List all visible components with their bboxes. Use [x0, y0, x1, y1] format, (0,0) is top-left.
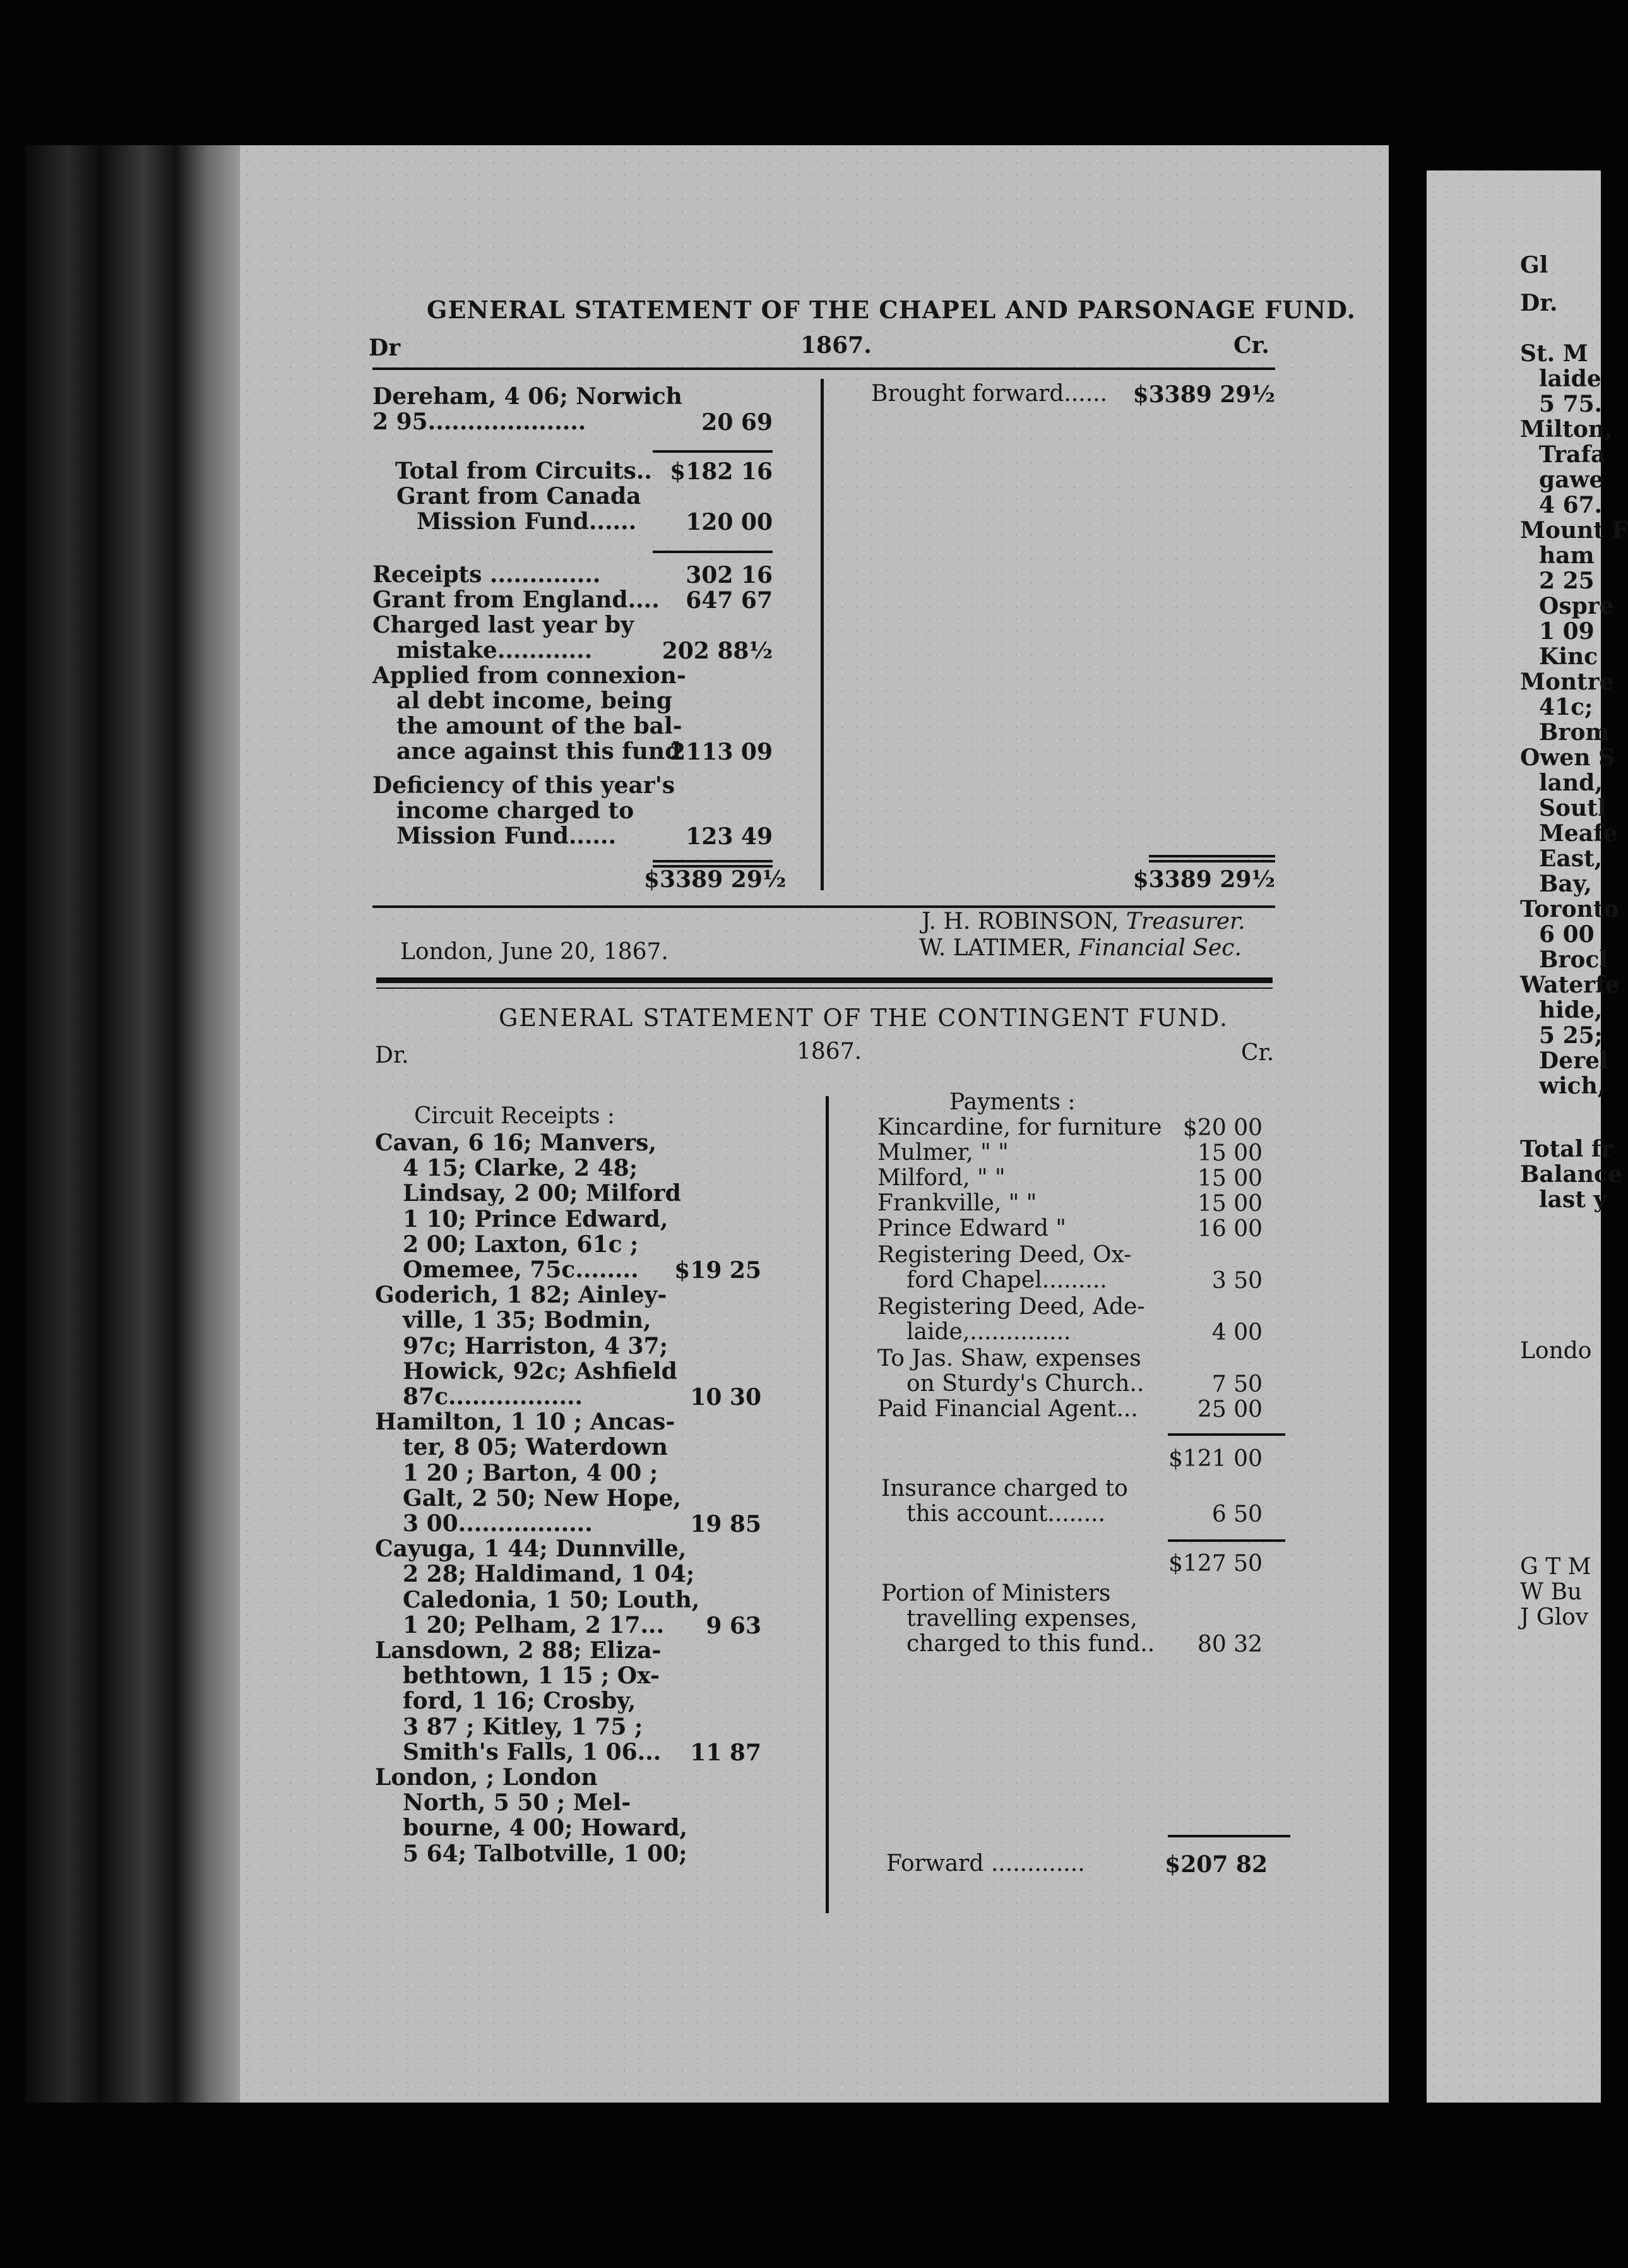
- chapel-brought-forward-amount: $3389 29½: [1132, 381, 1275, 408]
- chapel-debit-amount: 202 88½: [662, 638, 773, 664]
- chapel-debit-line: al debt income, being: [396, 688, 672, 714]
- circuit-receipt-amount: 10 30: [690, 1384, 761, 1411]
- circuit-receipt-line: 2 28; Haldimand, 1 04;: [403, 1561, 695, 1587]
- circuit-receipt-line: bethtown, 1 15 ; Ox-: [403, 1662, 660, 1689]
- chapel-debit-line: Total from Circuits..: [395, 458, 652, 484]
- chapel-debit-line: Applied from connexion-: [372, 662, 686, 689]
- adjacent-page-line: 5 75.: [1539, 391, 1603, 417]
- adjacent-page-line: 6 00: [1539, 921, 1595, 948]
- chapel-debit-line: mistake............: [396, 637, 593, 664]
- chapel-dr: Dr: [369, 335, 401, 361]
- contingent-title: GENERAL STATEMENT OF THE CONTINGENT FUND.: [499, 1004, 1229, 1032]
- adjacent-page-line: W Bu: [1520, 1579, 1583, 1605]
- chapel-cr: Cr.: [1233, 332, 1269, 359]
- chapel-debit-line: Deficiency of this year's: [372, 772, 675, 799]
- chapel-column-divider: [821, 379, 824, 890]
- circuit-receipt-line: 1 10; Prince Edward,: [403, 1206, 668, 1232]
- payments-rule-1: [1168, 1433, 1285, 1436]
- treasurer-title: Treasurer.: [1126, 909, 1245, 934]
- adjacent-page-line: 5 25;: [1539, 1022, 1603, 1049]
- payment-amount: 4 00: [1211, 1320, 1263, 1346]
- chapel-rule-2: [653, 551, 773, 553]
- adjacent-page-line: Brocl: [1539, 946, 1608, 973]
- adjacent-page-line: 4 67.: [1539, 492, 1603, 518]
- circuit-receipt-line: 97c; Harriston, 4 37;: [403, 1333, 668, 1359]
- payments-subtotal-1: $121 00: [1168, 1446, 1263, 1472]
- payment-line: ford Chapel.........: [906, 1267, 1107, 1293]
- chapel-year: 1867.: [800, 332, 872, 359]
- chapel-debit-line: Mission Fund......: [396, 823, 617, 849]
- adjacent-page-line: Owen S: [1520, 744, 1615, 771]
- circuit-receipt-line: 1 20 ; Barton, 4 00 ;: [403, 1460, 658, 1486]
- adjacent-page-line: East,: [1539, 845, 1603, 872]
- circuit-receipt-line: Galt, 2 50; New Hope,: [403, 1485, 681, 1512]
- circuit-receipt-line: 2 00; Laxton, 61c ;: [403, 1231, 639, 1258]
- adjacent-page-line: land,: [1539, 770, 1603, 796]
- chapel-rule-1: [653, 450, 773, 453]
- ministers-line-2: travelling expenses,: [906, 1606, 1138, 1632]
- adjacent-page-line: Montre: [1520, 669, 1614, 695]
- payment-line: laide,..............: [906, 1319, 1071, 1345]
- insurance-line-1: Insurance charged to: [881, 1476, 1128, 1501]
- circuit-receipt-line: bourne, 4 00; Howard,: [403, 1815, 687, 1841]
- circuit-receipt-line: 4 15; Clarke, 2 48;: [403, 1155, 638, 1181]
- circuit-receipt-line: 3 00.................: [403, 1510, 593, 1537]
- chapel-debit-amount: 120 00: [686, 509, 773, 535]
- insurance-line-2: this account........: [906, 1501, 1105, 1527]
- circuit-receipt-line: ter, 8 05; Waterdown: [403, 1434, 668, 1460]
- payments-heading: Payments :: [949, 1089, 1076, 1115]
- adjacent-page-line: Bay,: [1539, 871, 1592, 897]
- insurance-amount: 6 50: [1211, 1501, 1263, 1527]
- circuit-receipt-line: Cayuga, 1 44; Dunnville,: [375, 1536, 687, 1562]
- payment-amount: 15 00: [1197, 1140, 1263, 1166]
- circuit-receipt-line: 3 87 ; Kitley, 1 75 ;: [403, 1714, 643, 1740]
- contingent-dr: Dr.: [375, 1042, 409, 1068]
- circuit-receipt-amount: 11 87: [690, 1740, 761, 1766]
- chapel-debit-line: income charged to: [396, 797, 634, 824]
- adjacent-page-line: 41c;: [1539, 694, 1593, 720]
- adjacent-page-line: Dr.: [1520, 290, 1558, 316]
- adjacent-page-line: 2 25: [1539, 568, 1595, 594]
- adjacent-page-line: Balance: [1520, 1161, 1622, 1188]
- chapel-debit-amount: 647 67: [686, 587, 773, 614]
- circuit-receipt-line: Goderich, 1 82; Ainley-: [375, 1282, 667, 1308]
- adjacent-page-line: last y: [1539, 1186, 1607, 1213]
- secretary-name: W. LATIMER,: [919, 935, 1072, 961]
- payment-line: Registering Deed, Ade-: [877, 1294, 1145, 1320]
- circuit-receipt-amount: 19 85: [690, 1511, 761, 1537]
- circuit-receipt-line: Lansdown, 2 88; Eliza-: [375, 1637, 662, 1664]
- chapel-top-rule: [372, 367, 1275, 370]
- circuit-receipts-heading: Circuit Receipts :: [414, 1103, 615, 1129]
- chapel-left-total: $3389 29½: [644, 866, 787, 893]
- payment-amount: 16 00: [1197, 1216, 1263, 1242]
- payment-line: To Jas. Shaw, expenses: [877, 1346, 1141, 1371]
- chapel-debit-amount: 20 69: [701, 409, 773, 436]
- adjacent-page-line: Gl: [1520, 252, 1548, 278]
- ministers-amount: 80 32: [1197, 1632, 1263, 1657]
- chapel-debit-line: 2 95....................: [372, 409, 586, 435]
- adjacent-page-line: Trafa: [1539, 441, 1606, 468]
- payment-amount: 15 00: [1197, 1166, 1263, 1191]
- circuit-receipt-line: Caledonia, 1 50; Louth,: [403, 1587, 700, 1613]
- circuit-receipt-line: 87c.................: [403, 1383, 583, 1410]
- chapel-debit-amount: $182 16: [670, 458, 773, 485]
- secretary-title: Financial Sec.: [1078, 935, 1242, 961]
- payment-amount: 25 00: [1197, 1397, 1263, 1423]
- adjacent-page-line: Derel: [1539, 1047, 1608, 1074]
- adjacent-page-line: wich,: [1539, 1073, 1606, 1099]
- adjacent-page-line: Waterfe: [1520, 972, 1620, 998]
- circuit-receipt-line: Hamilton, 1 10 ; Ancas-: [375, 1409, 675, 1435]
- payments-rule-2: [1168, 1539, 1285, 1542]
- section-divider-thin: [376, 988, 1273, 989]
- adjacent-page-line: hide,: [1539, 997, 1603, 1024]
- chapel-place-date: London, June 20, 1867.: [400, 939, 668, 965]
- adjacent-page-line: ham: [1539, 542, 1595, 569]
- adjacent-page-line: Mount F: [1520, 517, 1628, 544]
- circuit-receipt-line: 1 20; Pelham, 2 17...: [403, 1612, 665, 1638]
- adjacent-page-line: Londo: [1520, 1338, 1592, 1364]
- chapel-bottom-rule: [372, 905, 1275, 908]
- payments-rule-3: [1168, 1835, 1290, 1837]
- chapel-debit-amount: 302 16: [686, 562, 773, 588]
- section-divider-thick: [376, 977, 1273, 983]
- contingent-cr: Cr.: [1241, 1040, 1274, 1066]
- payment-line: Frankville, " ": [877, 1190, 1037, 1216]
- chapel-right-total: $3389 29½: [1132, 866, 1275, 893]
- circuit-receipt-line: Lindsay, 2 00; Milford: [403, 1180, 681, 1207]
- adjacent-page-line: Ospre: [1539, 593, 1614, 619]
- chapel-rule-3: [653, 860, 773, 862]
- circuit-receipt-line: Cavan, 6 16; Manvers,: [375, 1130, 657, 1156]
- adjacent-page-line: laide: [1539, 366, 1601, 392]
- contingent-column-divider: [826, 1096, 829, 1913]
- payment-line: Registering Deed, Ox-: [877, 1242, 1132, 1268]
- circuit-receipt-line: Omemee, 75c........: [403, 1256, 639, 1283]
- payment-amount: $20 00: [1183, 1115, 1263, 1141]
- adjacent-page-line: G T M: [1520, 1554, 1591, 1580]
- book-binding: [25, 145, 240, 2103]
- treasurer-name: J. H. ROBINSON,: [922, 909, 1119, 934]
- contingent-year: 1867.: [797, 1039, 862, 1065]
- chapel-debit-line: the amount of the bal-: [396, 713, 682, 739]
- payment-line: Prince Edward ": [877, 1215, 1066, 1241]
- circuit-receipt-line: 5 64; Talbotville, 1 00;: [403, 1841, 687, 1867]
- chapel-debit-line: Charged last year by: [372, 612, 634, 638]
- adjacent-page-line: Brom: [1539, 719, 1610, 746]
- circuit-receipt-line: Smith's Falls, 1 06...: [403, 1739, 662, 1765]
- adjacent-page-line: St. M: [1520, 340, 1588, 367]
- circuit-receipt-amount: 9 63: [706, 1613, 761, 1639]
- adjacent-page-line: gawe: [1539, 467, 1604, 493]
- adjacent-page-line: Toronto: [1520, 896, 1619, 922]
- circuit-receipt-line: ford, 1 16; Crosby,: [403, 1688, 636, 1714]
- circuit-receipt-amount: $19 25: [674, 1257, 761, 1284]
- chapel-debit-amount: 123 49: [686, 823, 773, 850]
- chapel-debit-line: Grant from Canada: [396, 483, 641, 510]
- circuit-receipt-line: ville, 1 35; Bodmin,: [403, 1307, 651, 1334]
- adjacent-page-line: J Glov: [1520, 1604, 1589, 1630]
- chapel-debit-line: Grant from England....: [372, 587, 660, 613]
- chapel-brought-forward: Brought forward......: [871, 381, 1108, 407]
- ministers-line-1: Portion of Ministers: [881, 1580, 1111, 1606]
- payment-amount: 3 50: [1211, 1268, 1263, 1294]
- payments-subtotal-2: $127 50: [1168, 1551, 1263, 1577]
- chapel-secretary: [919, 936, 1242, 961]
- payment-amount: 7 50: [1211, 1371, 1263, 1397]
- chapel-debit-amount: 2113 09: [670, 739, 773, 765]
- chapel-debit-line: Receipts ..............: [372, 561, 601, 588]
- payment-amount: 15 00: [1197, 1191, 1263, 1217]
- adjacent-page-line: 1 09: [1539, 618, 1595, 645]
- forward-amount: $207 82: [1165, 1851, 1268, 1878]
- circuit-receipt-line: London, ; London: [375, 1764, 598, 1791]
- chapel-right-rule: [1149, 855, 1275, 857]
- adjacent-page-line: Meafe: [1539, 820, 1618, 847]
- payment-line: on Sturdy's Church..: [906, 1371, 1144, 1397]
- payment-line: Milford, " ": [877, 1165, 1006, 1191]
- circuit-receipt-line: North, 5 50 ; Mel-: [403, 1789, 631, 1816]
- chapel-treasurer: [922, 909, 1245, 934]
- chapel-debit-line: Dereham, 4 06; Norwich: [372, 383, 682, 410]
- payment-line: Kincardine, for furniture: [877, 1114, 1162, 1140]
- adjacent-page-line: Milton,: [1520, 416, 1613, 443]
- payment-line: Paid Financial Agent...: [877, 1396, 1138, 1422]
- chapel-debit-line: Mission Fund......: [417, 508, 637, 535]
- forward-label: Forward .............: [886, 1851, 1085, 1877]
- chapel-title: GENERAL STATEMENT OF THE CHAPEL AND PARSONAGE FUND.: [427, 295, 1356, 324]
- ministers-line-3: charged to this fund..: [906, 1631, 1155, 1657]
- adjacent-page-line: Kinc: [1539, 643, 1598, 670]
- chapel-right-rule-b: [1149, 860, 1275, 862]
- adjacent-page-line: Total fr: [1520, 1136, 1613, 1162]
- circuit-receipt-line: Howick, 92c; Ashfield: [403, 1358, 677, 1385]
- adjacent-page-line: Soutl: [1539, 795, 1607, 821]
- payment-line: Mulmer, " ": [877, 1140, 1009, 1166]
- chapel-debit-line: ance against this fund: [396, 738, 681, 765]
